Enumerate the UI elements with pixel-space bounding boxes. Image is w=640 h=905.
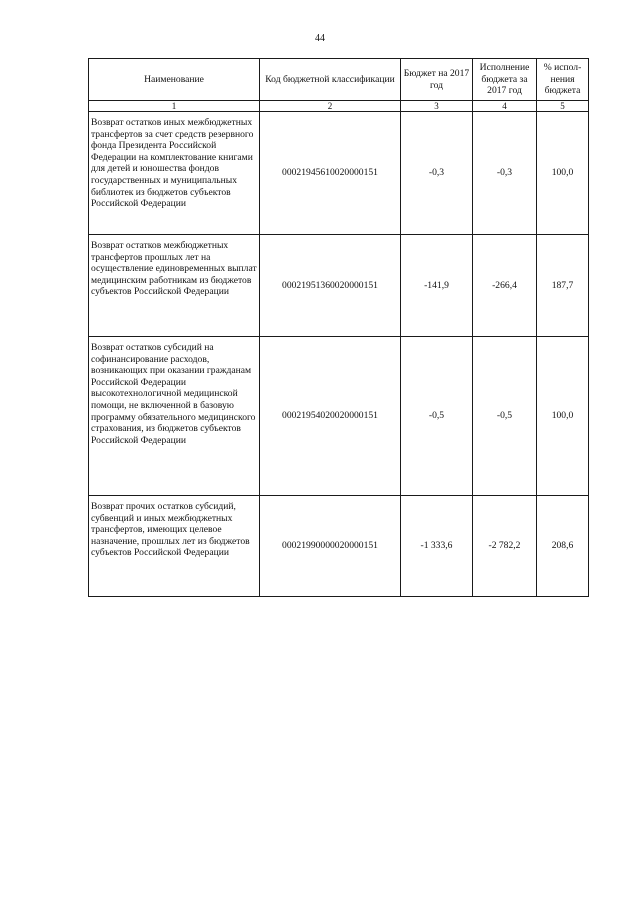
table-header bbox=[89, 59, 589, 112]
row-percent-cell: 100,0 bbox=[537, 337, 589, 496]
header-percent: % испол-нения бюджета bbox=[537, 59, 589, 101]
column-number-row bbox=[89, 101, 589, 112]
row-execution-cell: -0,3 bbox=[473, 112, 537, 235]
header-row bbox=[89, 59, 589, 101]
column-number: 1 bbox=[89, 101, 260, 112]
row-percent-cell: 187,7 bbox=[537, 235, 589, 337]
table-row bbox=[89, 235, 589, 337]
row-percent-cell: 100,0 bbox=[537, 112, 589, 235]
row-name-cell: Возврат остатков межбюджетных трансфертов прошлых лет на осуществление единовременных выплат медицинским работникам из бюджетов субъектов Российской Федерации bbox=[89, 235, 260, 337]
row-code-cell: 00021990000020000151 bbox=[260, 496, 401, 597]
row-code-cell: 00021954020020000151 bbox=[260, 337, 401, 496]
header-code: Код бюджетной классификации bbox=[260, 59, 401, 101]
table-row bbox=[89, 112, 589, 235]
row-code-cell: 00021951360020000151 bbox=[260, 235, 401, 337]
column-number: 2 bbox=[260, 101, 401, 112]
row-execution-cell: -266,4 bbox=[473, 235, 537, 337]
budget-table bbox=[88, 58, 589, 597]
row-budget-cell: -1 333,6 bbox=[401, 496, 473, 597]
row-budget-cell: -141,9 bbox=[401, 235, 473, 337]
header-name: Наименование bbox=[89, 59, 260, 101]
row-percent-cell: 208,6 bbox=[537, 496, 589, 597]
table-row bbox=[89, 337, 589, 496]
header-execution: Исполнение бюджета за 2017 год bbox=[473, 59, 537, 101]
row-name-cell: Возврат остатков субсидий на софинансирование расходов, возникающих при оказании гражданам Российской Федерации высокотехнологичной медицинской помощи, не включенной в базовую программу обязательного медицинского страхования, из бюджетов субъектов Российской Федерации bbox=[89, 337, 260, 496]
row-budget-cell: -0,5 bbox=[401, 337, 473, 496]
column-number: 3 bbox=[401, 101, 473, 112]
table-row bbox=[89, 496, 589, 597]
row-code-cell: 00021945610020000151 bbox=[260, 112, 401, 235]
column-number: 5 bbox=[537, 101, 589, 112]
header-budget: Бюджет на 2017 год bbox=[401, 59, 473, 101]
row-execution-cell: -0,5 bbox=[473, 337, 537, 496]
row-execution-cell: -2 782,2 bbox=[473, 496, 537, 597]
row-name-cell: Возврат остатков иных межбюджетных трансфертов за счет средств резервного фонда Президента Российской Федерации на комплектование книгами для детей и юношества фондов государственных и муниципальных библиотек из бюджетов субъектов Российской Федерации bbox=[89, 112, 260, 235]
column-number: 4 bbox=[473, 101, 537, 112]
row-name-cell: Возврат прочих остатков субсидий, субвенций и иных межбюджетных трансфертов, имеющих целевое назначение, прошлых лет из бюджетов субъектов Российской Федерации bbox=[89, 496, 260, 597]
page-number: 44 bbox=[315, 33, 325, 44]
row-budget-cell: -0,3 bbox=[401, 112, 473, 235]
table-body bbox=[89, 112, 589, 597]
